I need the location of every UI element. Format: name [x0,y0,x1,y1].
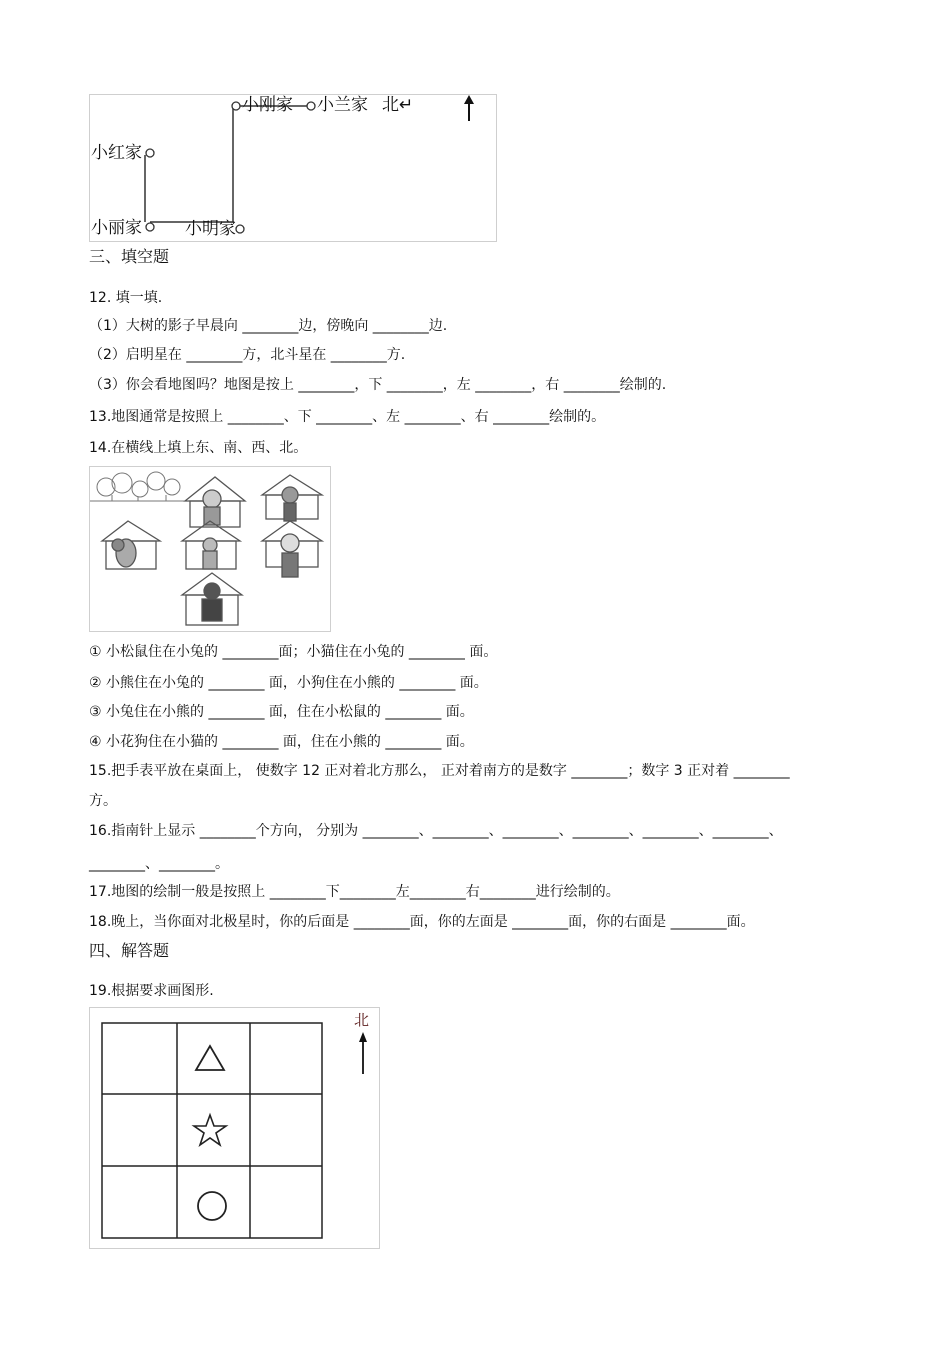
north-arrow-icon [359,1032,367,1074]
route-map-figure [89,94,497,242]
q12-line-1: （1）大树的影子早晨向 ________边，傍晚向 ________边. [89,318,448,334]
shape-grid-figure [89,1007,380,1249]
q18: 18.晚上，当你面对北极星时，你的后面是 ________面，你的左面是 ________面，你的右面是 ________面。 [89,914,755,930]
q12-line-2: （2）启明星在 ________方，北斗星在 ________方. [89,347,406,363]
xiaogang-marker [232,102,240,110]
label-north: 北↵ [382,95,414,115]
q15-line-1: 15.把手表平放在桌面上， 使数字 12 正对着北方那么， 正对着南方的是数字 ________；数字 3 正对着 ________ [89,763,790,779]
xiaoming-marker [236,225,244,233]
house-bottom-middle-icon [182,573,242,625]
label-xiaoli: 小丽家 [91,218,142,238]
q14-line-2: ② 小熊住在小兔的 ________ 面，小狗住在小熊的 ________ 面。 [89,675,488,691]
circle-shape [198,1192,226,1220]
label-xiaoming: 小明家 [185,219,236,239]
north-arrow-icon [464,95,474,121]
xiaoli-marker [146,223,154,231]
q19-title: 19.根据要求画图形. [89,983,214,999]
q16-line-1: 16.指南针上显示 ________个方向， 分别为 ________、________、________、________、________、________、 [89,823,783,839]
q14-line-3: ③ 小兔住在小熊的 ________ 面，住在小松鼠的 ________ 面。 [89,704,474,720]
trees-icon [90,472,190,501]
route-map-lines [90,95,498,243]
label-xiaohong: 小红家 [91,143,142,163]
q15-line-2: 方。 [89,793,117,809]
q14-title: 14.在横线上填上东、南、西、北。 [89,440,308,456]
star-shape [194,1115,226,1145]
section-3-heading: 三、填空题 [89,247,170,266]
section-4-heading: 四、解答题 [89,941,170,960]
house-top-middle-icon [185,477,245,527]
house-mid-left-icon [102,521,160,569]
q14-line-1: ① 小松鼠住在小兔的 ________面；小猫住在小兔的 ________ 面。 [89,644,498,660]
q17: 17.地图的绘制一般是按照上 ________下________左________右________进行绘制的。 [89,884,620,900]
q13: 13.地图通常是按照上 ________、下 ________、左 ________、右 ________绘制的。 [89,409,606,425]
house-mid-right-icon [262,521,322,577]
xiaolan-marker [307,102,315,110]
animal-houses-figure [89,466,331,632]
q12-line-3: （3）你会看地图吗？地图是按上 ________，下 ________，左 ________，右 ________绘制的. [89,377,667,393]
grid-lines [102,1023,322,1238]
triangle-shape [196,1046,224,1070]
label-xiaogang: 小刚家 [242,95,293,115]
xiaohong-marker [146,149,154,157]
q14-line-4: ④ 小花狗住在小猫的 ________ 面，住在小熊的 ________ 面。 [89,734,474,750]
house-mid-middle-icon [182,521,240,569]
house-top-right-icon [262,475,322,521]
q12-title: 12. 填一填. [89,290,163,306]
q19-north-label: 北 [354,1011,370,1029]
label-xiaolan: 小兰家 [317,95,368,115]
q16-line-2: ________、________。 [89,856,229,872]
